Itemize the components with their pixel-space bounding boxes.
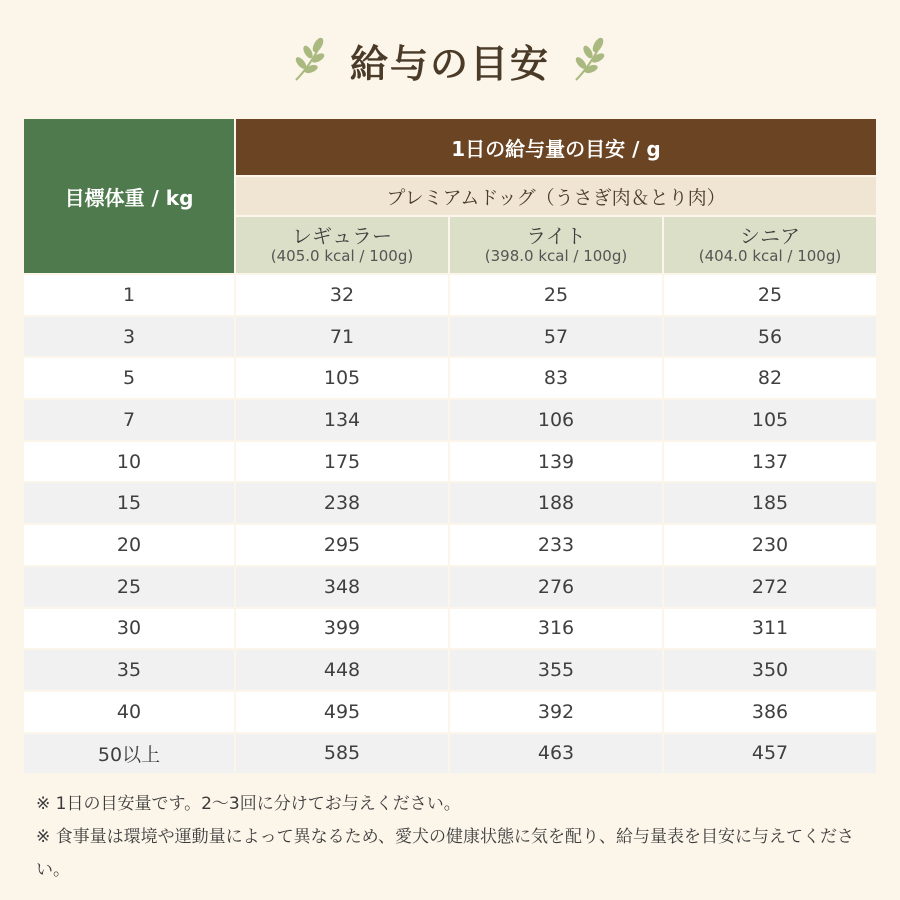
variant-name: レギュラー	[292, 223, 392, 248]
table-row	[23, 608, 877, 650]
table-body	[23, 274, 877, 774]
notes	[36, 788, 876, 887]
regular-cell: 295	[235, 524, 449, 566]
light-cell: 188	[449, 482, 663, 524]
senior-cell: 25	[663, 274, 877, 316]
daily-amount-header: 1日の給与量の目安 / g	[235, 118, 877, 176]
regular-cell: 105	[235, 357, 449, 399]
light-cell: 139	[449, 441, 663, 483]
table-row	[23, 649, 877, 691]
table-row	[23, 691, 877, 733]
light-cell: 106	[449, 399, 663, 441]
light-cell: 276	[449, 566, 663, 608]
feeding-table	[22, 117, 878, 775]
variant-name: シニア	[740, 223, 800, 248]
title-row	[0, 30, 900, 90]
light-cell: 463	[449, 733, 663, 775]
weight-cell: 7	[23, 399, 235, 441]
light-cell: 25	[449, 274, 663, 316]
variant-kcal: (398.0 kcal / 100g)	[484, 246, 628, 265]
senior-cell: 350	[663, 649, 877, 691]
weight-cell: 10	[23, 441, 235, 483]
regular-cell: 585	[235, 733, 449, 775]
table-row	[23, 733, 877, 775]
leaf-sprig-icon	[288, 36, 332, 84]
regular-cell: 175	[235, 441, 449, 483]
light-cell: 57	[449, 316, 663, 358]
table-row	[23, 524, 877, 566]
weight-cell: 1	[23, 274, 235, 316]
table-row	[23, 274, 877, 316]
leaf-sprig-icon	[568, 36, 612, 84]
senior-cell: 386	[663, 691, 877, 733]
regular-cell: 71	[235, 316, 449, 358]
senior-cell: 185	[663, 482, 877, 524]
regular-cell: 495	[235, 691, 449, 733]
weight-cell: 20	[23, 524, 235, 566]
weight-cell: 15	[23, 482, 235, 524]
light-cell: 316	[449, 608, 663, 650]
variant-kcal: (405.0 kcal / 100g)	[270, 246, 414, 265]
regular-cell: 348	[235, 566, 449, 608]
weight-cell: 50以上	[23, 733, 235, 775]
note-1: ※ 1日の目安量です。2〜3回に分けてお与えください。	[36, 794, 461, 814]
senior-cell: 105	[663, 399, 877, 441]
weight-cell: 5	[23, 357, 235, 399]
light-cell: 355	[449, 649, 663, 691]
senior-cell: 311	[663, 608, 877, 650]
table-row	[23, 566, 877, 608]
table-row	[23, 316, 877, 358]
weight-cell: 30	[23, 608, 235, 650]
light-cell: 233	[449, 524, 663, 566]
regular-cell: 134	[235, 399, 449, 441]
variant-name: ライト	[526, 223, 586, 248]
senior-cell: 272	[663, 566, 877, 608]
variant-header-light	[449, 216, 663, 274]
regular-cell: 399	[235, 608, 449, 650]
table-row	[23, 357, 877, 399]
light-cell: 83	[449, 357, 663, 399]
senior-cell: 82	[663, 357, 877, 399]
regular-cell: 238	[235, 482, 449, 524]
weight-cell: 3	[23, 316, 235, 358]
senior-cell: 457	[663, 733, 877, 775]
senior-cell: 137	[663, 441, 877, 483]
weight-cell: 35	[23, 649, 235, 691]
weight-header: 目標体重 / kg	[23, 118, 235, 274]
product-header: プレミアムドッグ（うさぎ肉＆とり肉）	[235, 176, 877, 216]
note-2: ※ 食事量は環境や運動量によって異なるため、愛犬の健康状態に気を配り、給与量表を目安に与えてください。	[36, 827, 854, 880]
variant-header-senior	[663, 216, 877, 274]
senior-cell: 230	[663, 524, 877, 566]
light-cell: 392	[449, 691, 663, 733]
table-row	[23, 399, 877, 441]
weight-cell: 40	[23, 691, 235, 733]
table-row	[23, 482, 877, 524]
variant-kcal: (404.0 kcal / 100g)	[698, 246, 842, 265]
page-title: 給与の目安	[349, 41, 550, 86]
regular-cell: 32	[235, 274, 449, 316]
table-row	[23, 441, 877, 483]
variant-header-regular	[235, 216, 449, 274]
senior-cell: 56	[663, 316, 877, 358]
regular-cell: 448	[235, 649, 449, 691]
weight-cell: 25	[23, 566, 235, 608]
